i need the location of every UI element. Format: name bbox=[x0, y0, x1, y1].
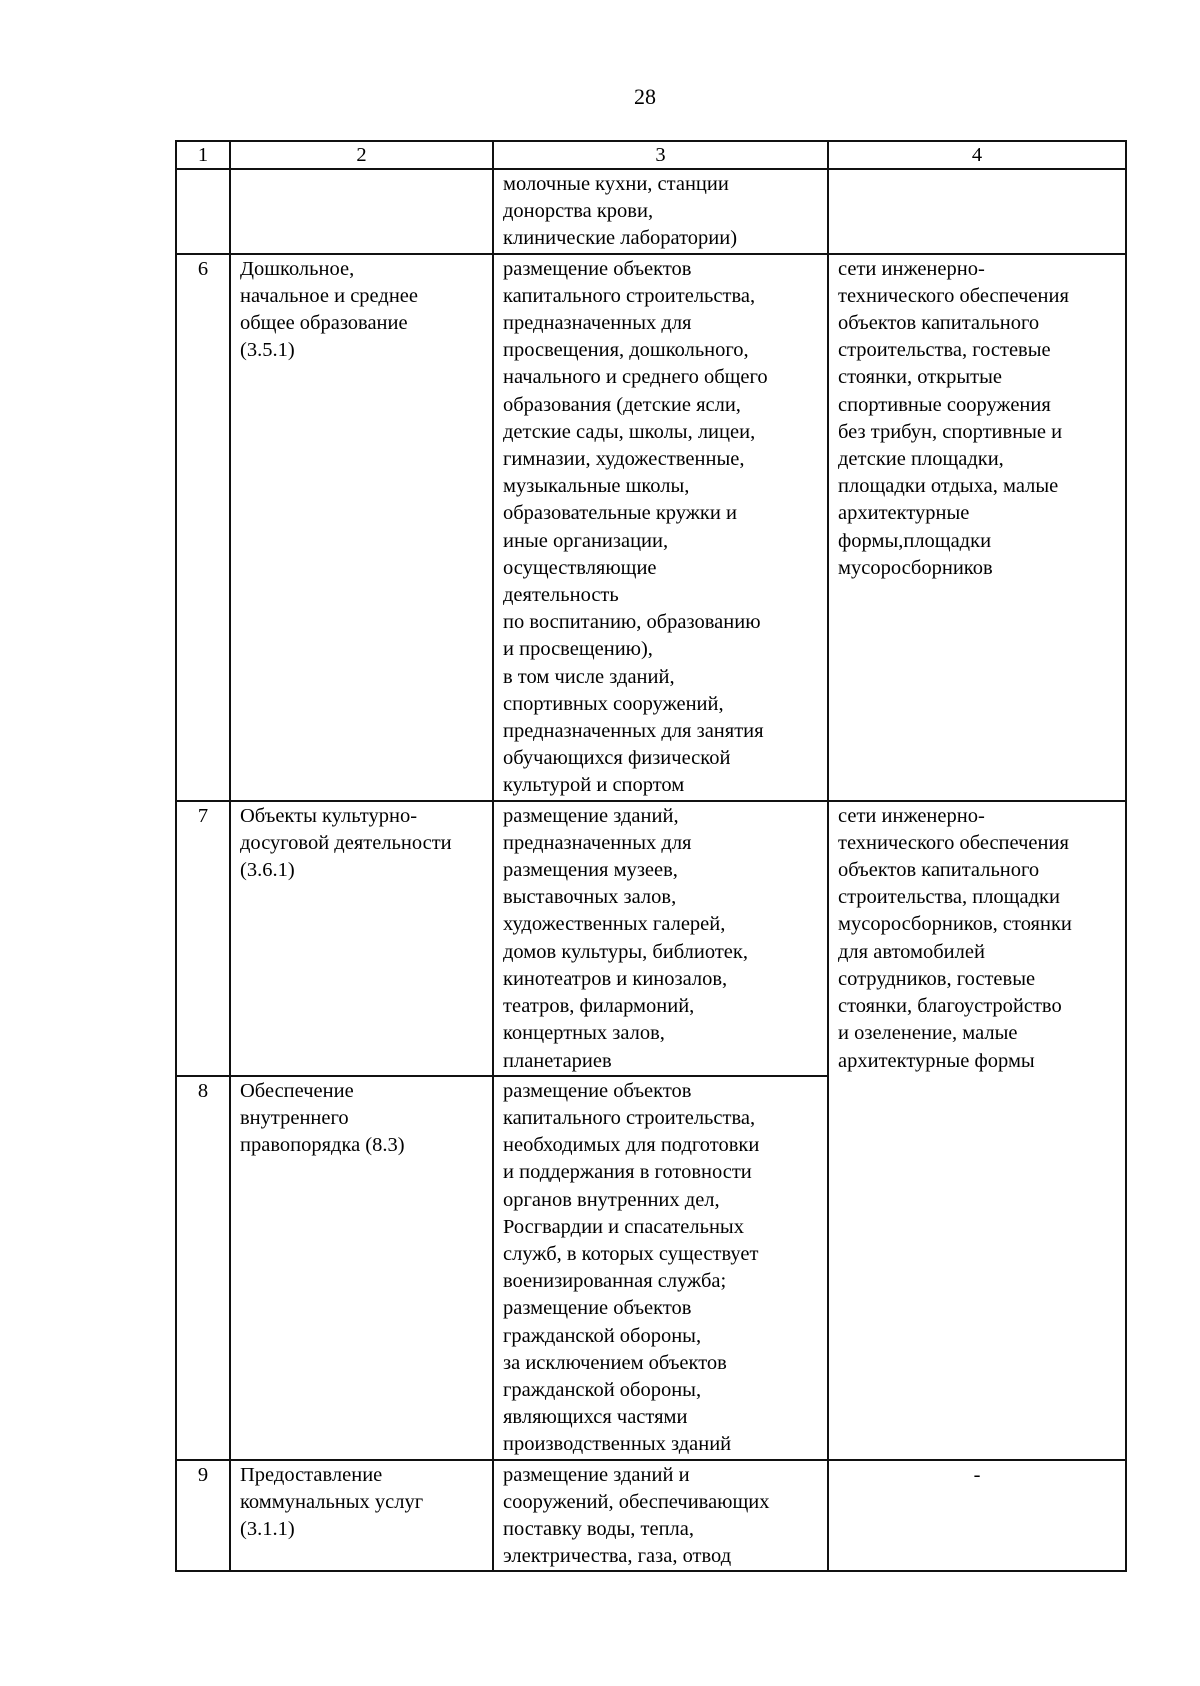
row-description-text: размещение объектов капитального строительства, предназначенных для просвещения, дошкольного, начального и среднего общего образования (детские ясли, детские сады, школы, лицеи, гимназии, художественные, музыкальные школы, образовательные кружки и иные организации, осуществляющие деятельность по воспитанию, образованию и просвещению), в том числе зданий, спортивных сооружений, предназначенных для занятия обучающихся физической культурой и спортом bbox=[503, 257, 768, 797]
row-description bbox=[493, 1460, 828, 1572]
row-name-text: Обеспечение внутреннего правопорядка (8.3) bbox=[240, 1079, 405, 1157]
table-row bbox=[176, 801, 1126, 1076]
row-description bbox=[493, 1076, 828, 1460]
row-auxiliary-text: сети инженерно- технического обеспечения объектов капитального строительства, площадки мусоросборников, стоянки для автомобилей сотрудников, гостевые стоянки, благоустройство и озеленение, малые архитектурные формы bbox=[838, 804, 1072, 1072]
row-number: 6 bbox=[176, 254, 230, 801]
row-description bbox=[493, 169, 828, 254]
table-header-row bbox=[176, 141, 1126, 169]
row-name bbox=[230, 254, 493, 801]
row-description bbox=[493, 254, 828, 801]
row-name bbox=[230, 169, 493, 254]
row-auxiliary bbox=[828, 801, 1126, 1460]
row-number: 8 bbox=[176, 1076, 230, 1460]
row-name bbox=[230, 1076, 493, 1460]
row-auxiliary bbox=[828, 169, 1126, 254]
row-auxiliary bbox=[828, 254, 1126, 801]
row-auxiliary bbox=[828, 1460, 1126, 1572]
table-row bbox=[176, 1460, 1126, 1572]
row-name-text: Объекты культурно- досуговой деятельности (3.6.1) bbox=[240, 804, 452, 882]
row-auxiliary-text: сети инженерно- технического обеспечения объектов капитального строительства, гостевые стоянки, открытые спортивные сооружения без трибун, спортивные и детские площадки, площадки отдыха, малые архитектурные формы,площадки мусоросборников bbox=[838, 257, 1069, 579]
row-name-text: Дошкольное, начальное и среднее общее образование (3.5.1) bbox=[240, 257, 418, 362]
page-number: 28 bbox=[634, 84, 656, 109]
row-name bbox=[230, 801, 493, 1076]
row-description-text: размещение объектов капитального строительства, необходимых для подготовки и поддержания в готовности органов внутренних дел, Росгвардии и спасательных служб, в которых существует военизированная служба; размещение объектов гражданской обороны, за исключением объектов гражданской обороны, являющихся частями производственных зданий bbox=[503, 1079, 760, 1456]
header-col-4: 4 bbox=[828, 141, 1126, 169]
row-name-text: Предоставление коммунальных услуг (3.1.1) bbox=[240, 1463, 424, 1540]
table-row bbox=[176, 254, 1126, 801]
row-description-text: размещение зданий и сооружений, обеспечивающих поставку воды, тепла, электричества, газа, отвод bbox=[503, 1463, 770, 1568]
row-name bbox=[230, 1460, 493, 1572]
row-number: 9 bbox=[176, 1460, 230, 1572]
row-number bbox=[176, 169, 230, 254]
row-description-text: размещение зданий, предназначенных для размещения музеев, выставочных залов, художественных галерей, домов культуры, библиотек, кинотеатров и кинозалов, театров, филармоний, концертных залов, планетариев bbox=[503, 804, 748, 1072]
table-row bbox=[176, 169, 1126, 254]
header-col-3: 3 bbox=[493, 141, 828, 169]
header-col-1: 1 bbox=[176, 141, 230, 169]
row-description bbox=[493, 801, 828, 1076]
row-number: 7 bbox=[176, 801, 230, 1076]
header-col-2: 2 bbox=[230, 141, 493, 169]
row-auxiliary-text: - bbox=[973, 1463, 981, 1486]
row-description-text: молочные кухни, станции донорства крови, клинические лаборатории) bbox=[503, 173, 738, 250]
land-use-table bbox=[175, 140, 1127, 1572]
